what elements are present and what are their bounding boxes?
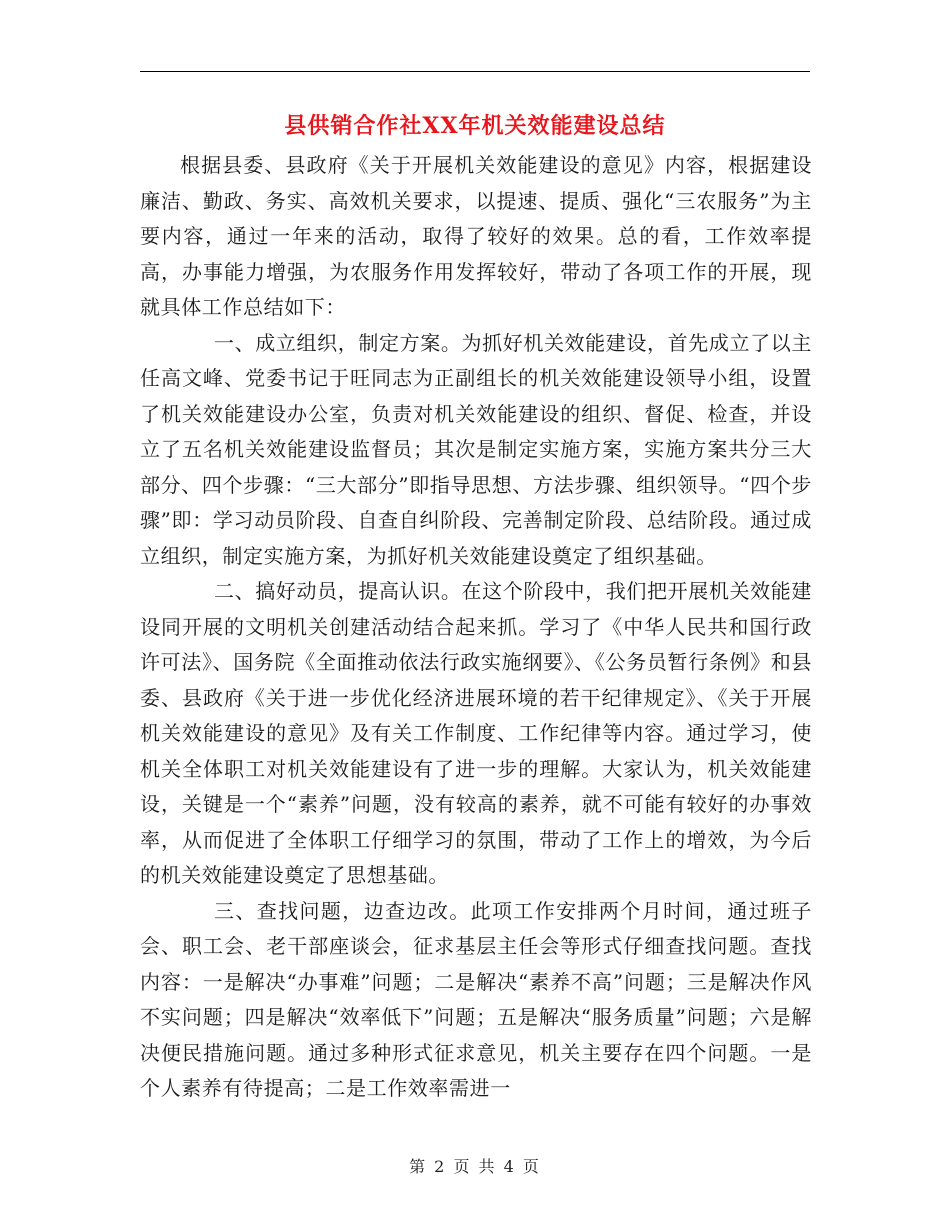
page-number-footer: 第 2 页 共 4 页 (409, 1157, 541, 1176)
document-title: 县供销合作社XX年机关效能建设总结 (284, 113, 666, 139)
intro-paragraph: 根据县委、县政府《关于开展机关效能建设的意见》内容，根据建设廉洁、勤政、务实、高效机关要求，以提速、提质、强化“三农服务”为主要内容，通过一年来的活动，取得了较好的效果。总的看，工作效率提高，办事能力增强，为农服务作用发挥较好，带动了各项工作的开展，现就具体工作总结如下： (140, 153, 812, 319)
document-body (140, 148, 812, 1107)
header-rule (140, 71, 810, 72)
section-2-paragraph: 二、搞好动员，提高认识。在这个阶段中，我们把开展机关效能建设同开展的文明机关创建活动结合起来抓。学习了《中华人民共和国行政许可法》、国务院《全面推动依法行政实施纲要》、《公务员暂行条例》和县委、县政府《关于进一步优化经济进展环境的若干纪律规定》、《关于开展机关效能建设的意见》及有关工作制度、工作纪律等内容。通过学习，使机关全体职工对机关效能建设有了进一步的理解。大家认为，机关效能建设，关键是一个“素养”问题，没有较高的素养，就不可能有较好的办事效率，从而促进了全体职工仔细学习的氛围，带动了工作上的增效，为今后的机关效能建设奠定了思想基础。 (140, 579, 812, 887)
section-3-paragraph: 三、查找问题，边查边改。此项工作安排两个月时间，通过班子会、职工会、老干部座谈会，征求基层主任会等形式仔细查找问题。查找内容：一是解决“办事难”问题；二是解决“素养不高”问题；三是解决作风不实问题；四是解决“效率低下”问题；五是解决“服务质量”问题；六是解决便民措施问题。通过多种形式征求意见，机关主要存在四个问题。一是个人素养有待提高；二是工作效率需进一 (140, 898, 812, 1100)
section-1-paragraph: 一、成立组织，制定方案。为抓好机关效能建设，首先成立了以主任高文峰、党委书记于旺同志为正副组长的机关效能建设领导小组，设置了机关效能建设办公室，负责对机关效能建设的组织、督促、检查，并设立了五名机关效能建设监督员；其次是制定实施方案，实施方案共分三大部分、四个步骤：“三大部分”即指导思想、方法步骤、组织领导。“四个步骤”即：学习动员阶段、自查自纠阶段、完善制定阶段、总结阶段。通过成立组织，制定实施方案，为抓好机关效能建设奠定了组织基础。 (140, 330, 812, 568)
